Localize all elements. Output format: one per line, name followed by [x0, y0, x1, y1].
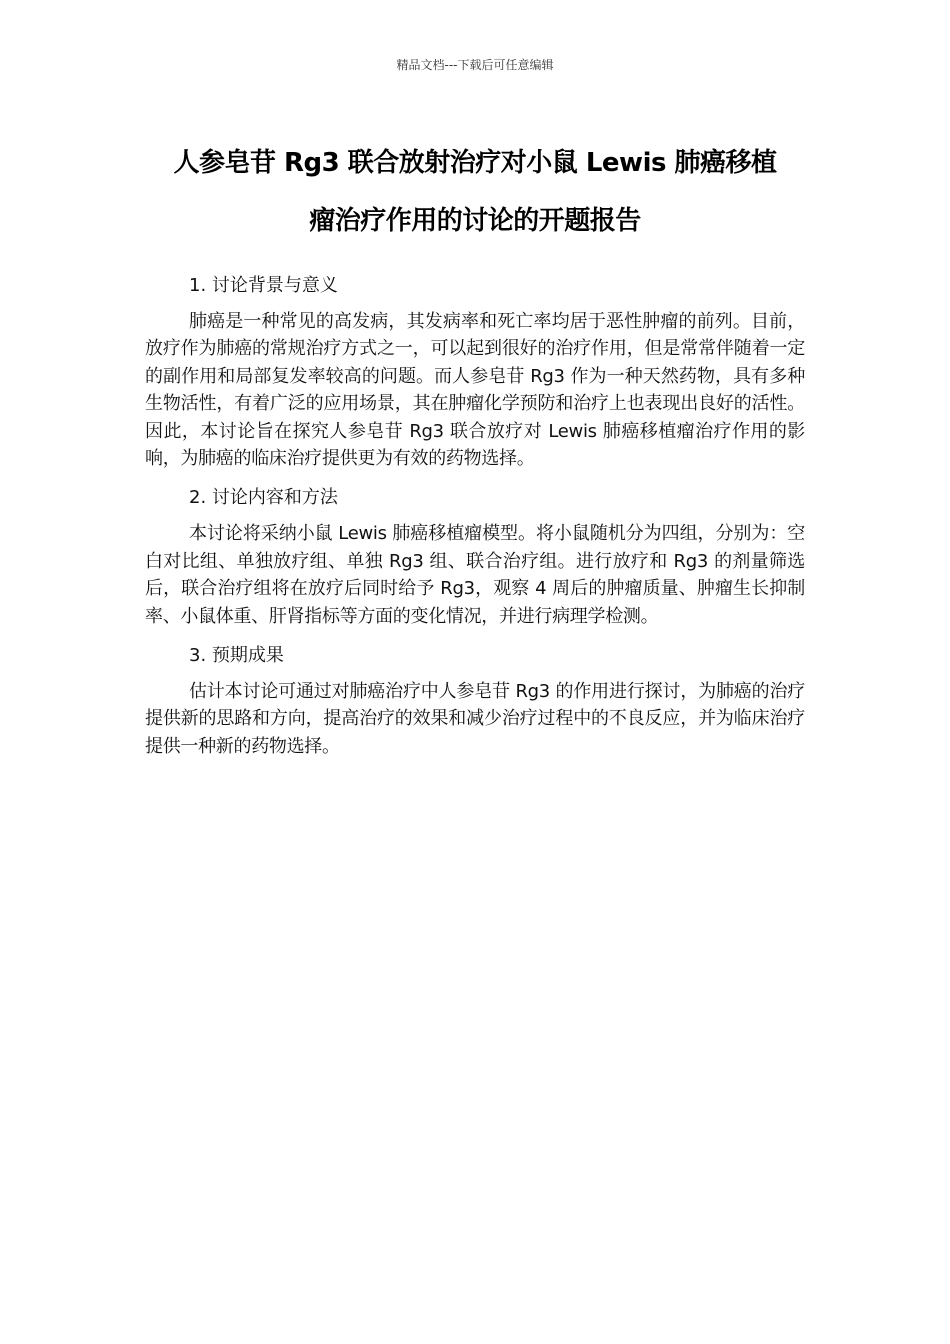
page-header: 精品文档---下载后可任意编辑 — [396, 58, 554, 72]
title-line-2: 瘤治疗作用的讨论的开题报告 — [309, 206, 641, 236]
section-paragraph: 肺癌是一种常见的高发病，其发病率和死亡率均居于恶性肿瘤的前列。目前，放疗作为肺癌的常规治疗方式之一，可以起到很好的治疗作用，但是常常伴随着一定的副作用和局部复发率较高的问题。而人参皂苷 Rg3 作为一种天然药物，具有多种生物活性，有着广泛的应用场景，其在肿瘤化学预防和治疗上也表现出良好的活性。因此，本讨论旨在探究人参皂苷 Rg3 联合放疗对 Lewis 肺癌移植瘤治疗作用的影响，为肺癌的临床治疗提供更为有效的药物选择。 — [145, 311, 805, 470]
section-expected-results — [145, 640, 805, 760]
section-heading: 3. 预期成果 — [189, 645, 284, 667]
section-heading: 2. 讨论内容和方法 — [189, 487, 338, 509]
document-body — [145, 270, 805, 770]
document-title — [145, 134, 805, 250]
section-paragraph: 估计本讨论可通过对肺癌治疗中人参皂苷 Rg3 的作用进行探讨，为肺癌的治疗提供新的思路和方向，提高治疗的效果和减少治疗过程中的不良反应，并为临床治疗提供一种新的药物选择。 — [145, 681, 805, 757]
section-background — [145, 270, 805, 472]
title-line-1: 人参皂苷 Rg3 联合放射治疗对小鼠 Lewis 肺癌移植 — [173, 148, 777, 178]
section-methods — [145, 482, 805, 630]
section-paragraph: 本讨论将采纳小鼠 Lewis 肺癌移植瘤模型。将小鼠随机分为四组，分别为：空白对比组、单独放疗组、单独 Rg3 组、联合治疗组。进行放疗和 Rg3 的剂量筛选后，联合治疗组将在放疗后同时给予 Rg3，观察 4 周后的肿瘤质量、肿瘤生长抑制率、小鼠体重、肝肾指标等方面的变化情况，并进行病理学检测。 — [145, 523, 805, 627]
section-heading: 1. 讨论背景与意义 — [189, 275, 338, 296]
